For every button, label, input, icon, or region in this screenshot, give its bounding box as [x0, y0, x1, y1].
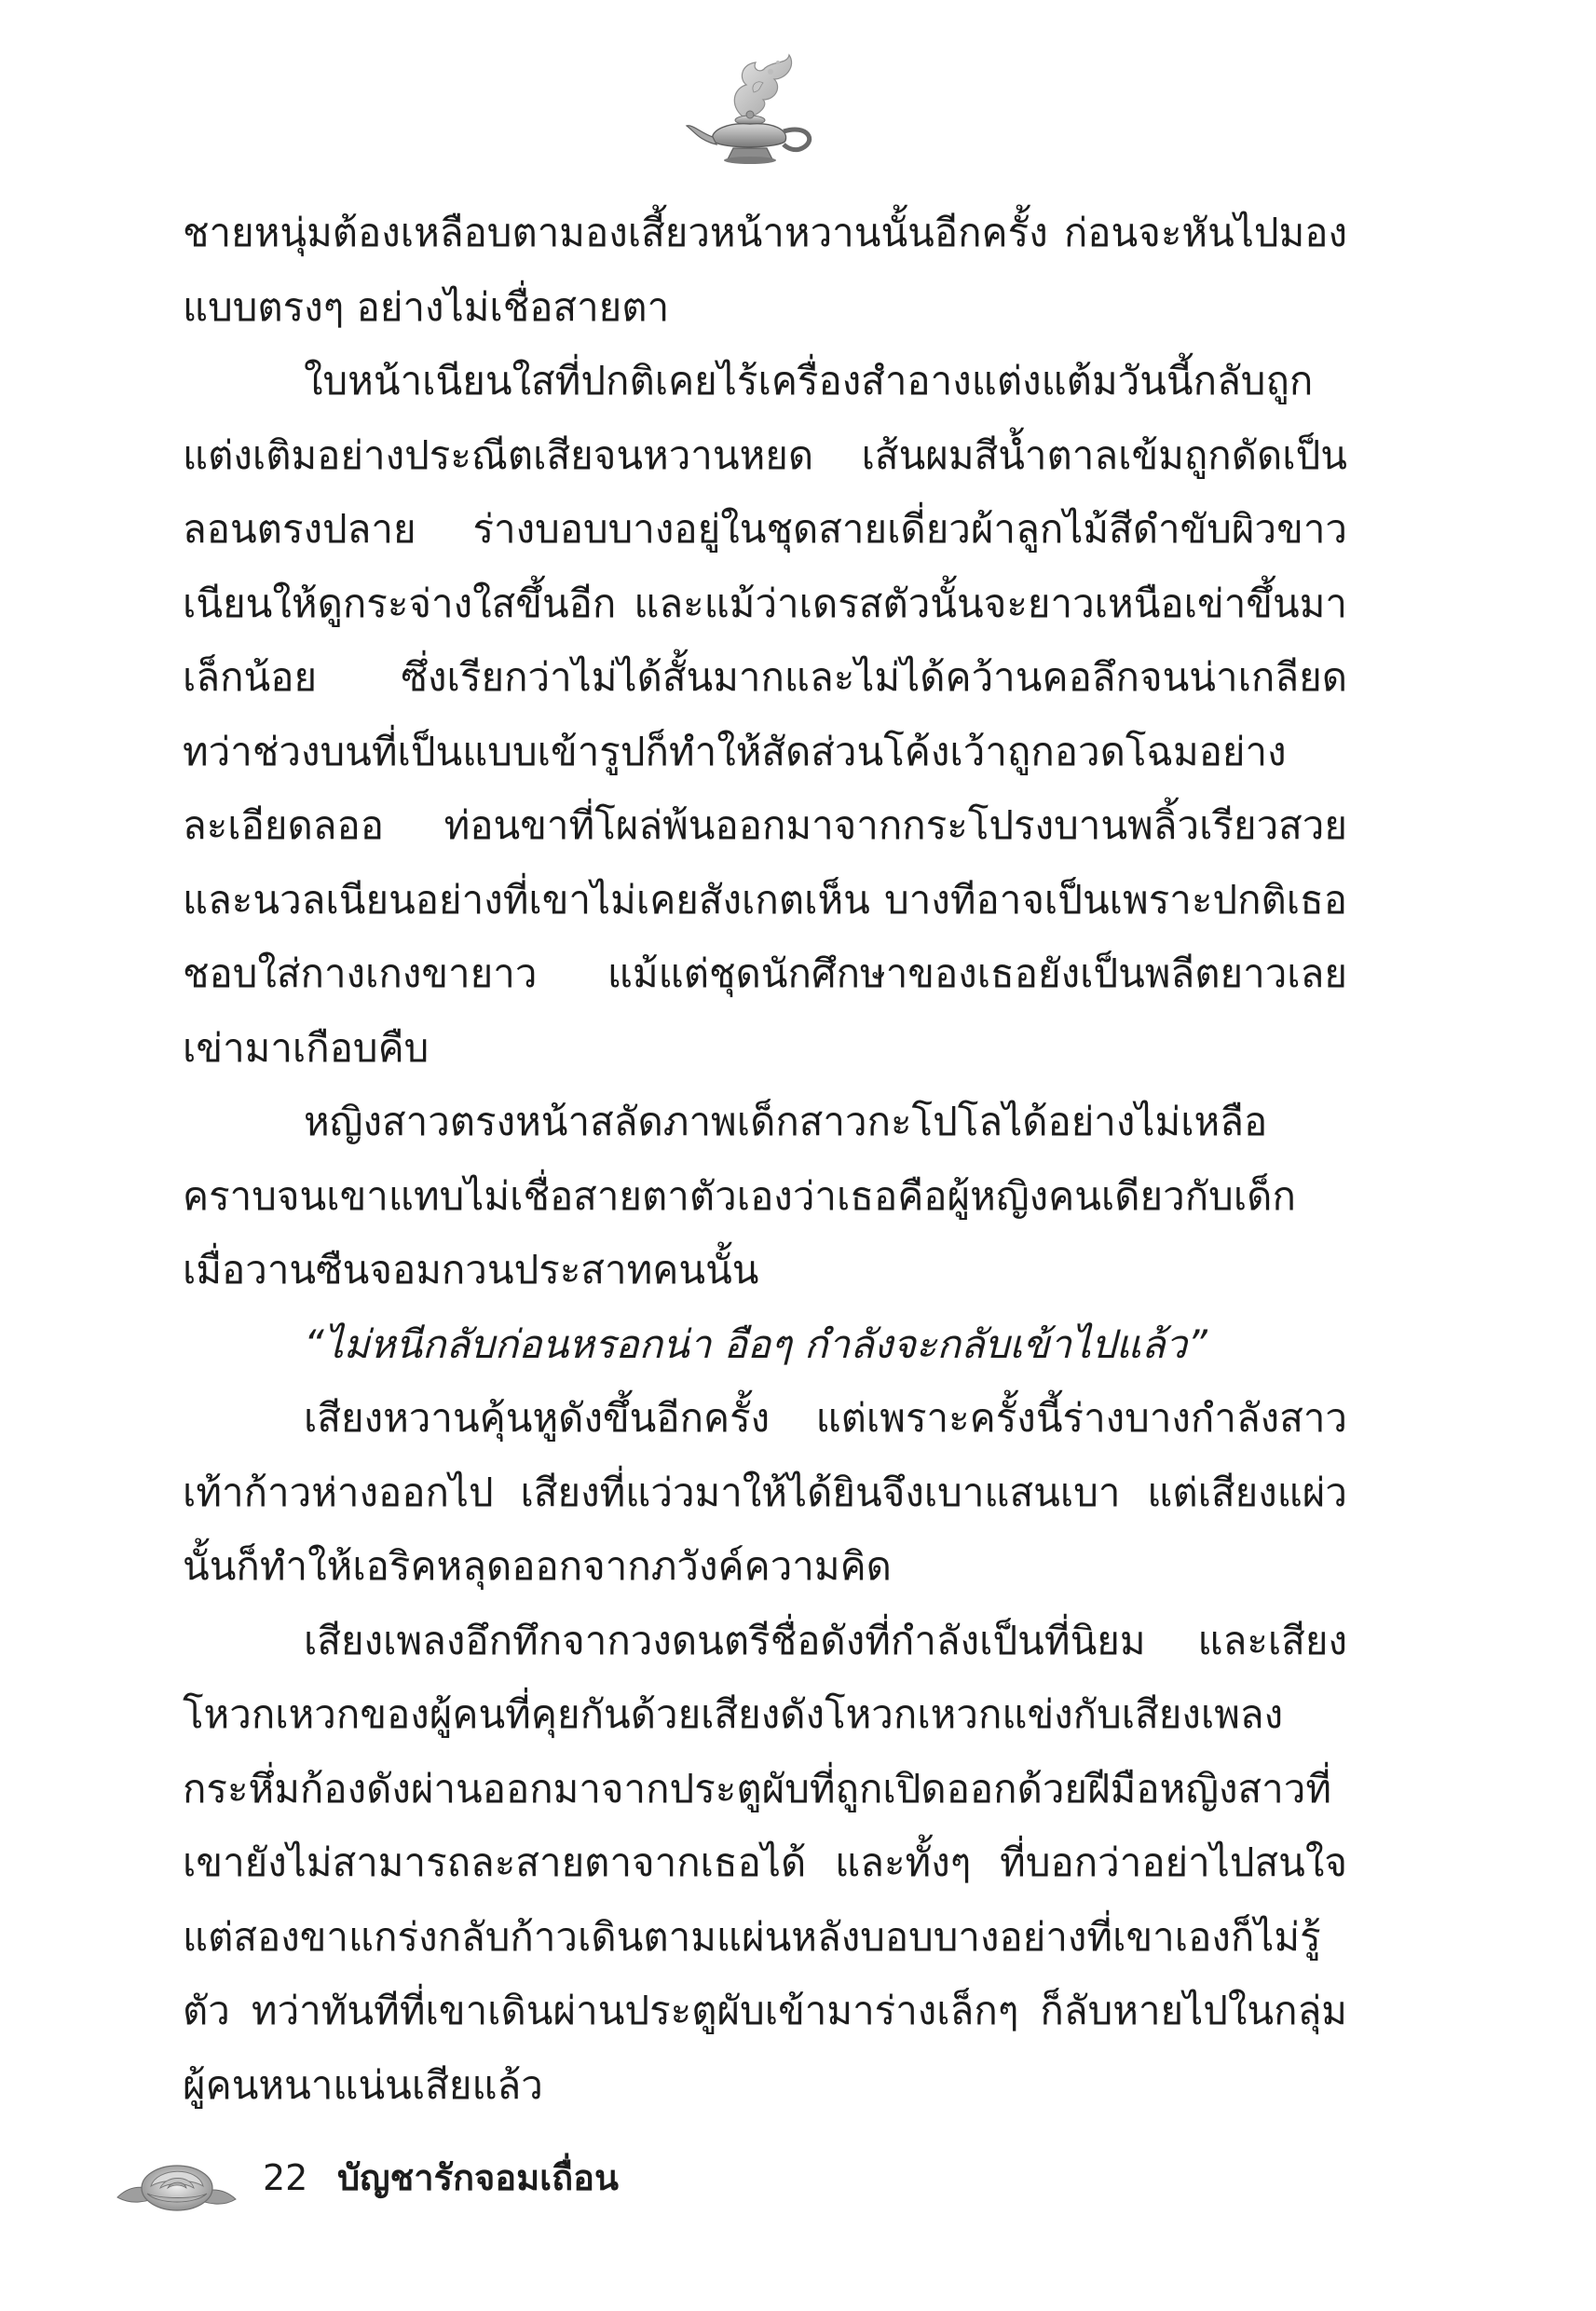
paragraph: เสียงเพลงอึกทึกจากวงดนตรีชื่อดังที่กำลังเป็นที่นิยม และเสียงโหวกเหวกของผู้คนที่คุยกันด้วยเสียงดังโหวกเหวกแข่งกับเสียงเพลงกระหึ่มก้องดังผ่านออกมาจากประตูผับที่ถูกเปิดออกด้วยฝีมือหญิงสาวที่เขายังไม่สามารถละสายตาจากเธอได้ และทั้งๆ ที่บอกว่าอย่าไปสนใจแต่สองขาแกร่งกลับก้าวเดินตามแผ่นหลังบอบบางอย่างที่เขาเองก็ไม่รู้ตัว ทว่าทันทีที่เขาเดินผ่านประตูผับเข้ามาร่างเล็กๆ ก็ลับหายไปในกลุ่มผู้คนหนาแน่นเสียแล้ว [183, 1617, 1347, 2108]
page-number: 22 [263, 2157, 308, 2198]
body-text [183, 196, 1347, 2122]
paragraph: เสียงหวานคุ้นหูดังขึ้นอีกครั้ง แต่เพราะครั้งนี้ร่างบางกำลังสาวเท้าก้าวห่างออกไป เสียงที่แว่วมาให้ได้ยินจึงเบาแสนเบา แต่เสียงแผ่วนั้นก็ทำให้เอริคหลุดออกจากภวังค์ความคิด [183, 1395, 1347, 1589]
dialogue-line: “ไม่หนีกลับก่อนหรอกน่า อือๆ กำลังจะกลับเข้าไปแล้ว” [304, 1320, 1207, 1367]
page-footer [114, 2134, 952, 2236]
genie-lamp-ornament-icon [685, 51, 825, 168]
paragraph: ใบหน้าเนียนใสที่ปกติเคยไร้เครื่องสำอางแต่งแต้มวันนี้กลับถูกแต่งเติมอย่างประณีตเสียจนหวานหยด เส้นผมสีน้ำตาลเข้มถูกดัดเป็นลอนตรงปลาย ร่างบอบบางอยู่ในชุดสายเดี่ยวผ้าลูกไม้สีดำขับผิวขาวเนียนให้ดูกระจ่างใสขึ้นอีก และแม้ว่าเดรสตัวนั้นจะยาวเหนือเข่าขึ้นมาเล็กน้อย ซึ่งเรียกว่าไม่ได้สั้นมากและไม่ได้คว้านคอลึกจนน่าเกลียด ทว่าช่วงบนที่เป็นแบบเข้ารูปก็ทำให้สัดส่วนโค้งเว้าถูกอวดโฉมอย่างละเอียดลออ ท่อนขาที่โผล่พ้นออกมาจากกระโปรงบานพลิ้วเรียวสวยและนวลเนียนอย่างที่เขาไม่เคยสังเกตเห็น บางทีอาจเป็นเพราะปกติเธอชอบใส่กางเกงขายาว แม้แต่ชุดนักศึกษาของเธอยังเป็นพลีตยาวเลยเข่ามาเกือบคืบ [183, 358, 1347, 1071]
rose-ornament-icon [114, 2145, 239, 2215]
paragraph: หญิงสาวตรงหน้าสลัดภาพเด็กสาวกะโปโลได้อย่างไม่เหลือคราบจนเขาแทบไม่เชื่อสายตาตัวเองว่าเธอคือผู้หญิงคนเดียวกับเด็กเมื่อวานซืนจอมกวนประสาทคนนั้น [183, 1099, 1296, 1292]
paragraph: ชายหนุ่มต้องเหลือบตามองเสี้ยวหน้าหวานนั้นอีกครั้ง ก่อนจะหันไปมองแบบตรงๆ อย่างไม่เชื่อสายตา [183, 210, 1347, 330]
book-title: บัญชารักจอมเถื่อน [337, 2157, 619, 2198]
